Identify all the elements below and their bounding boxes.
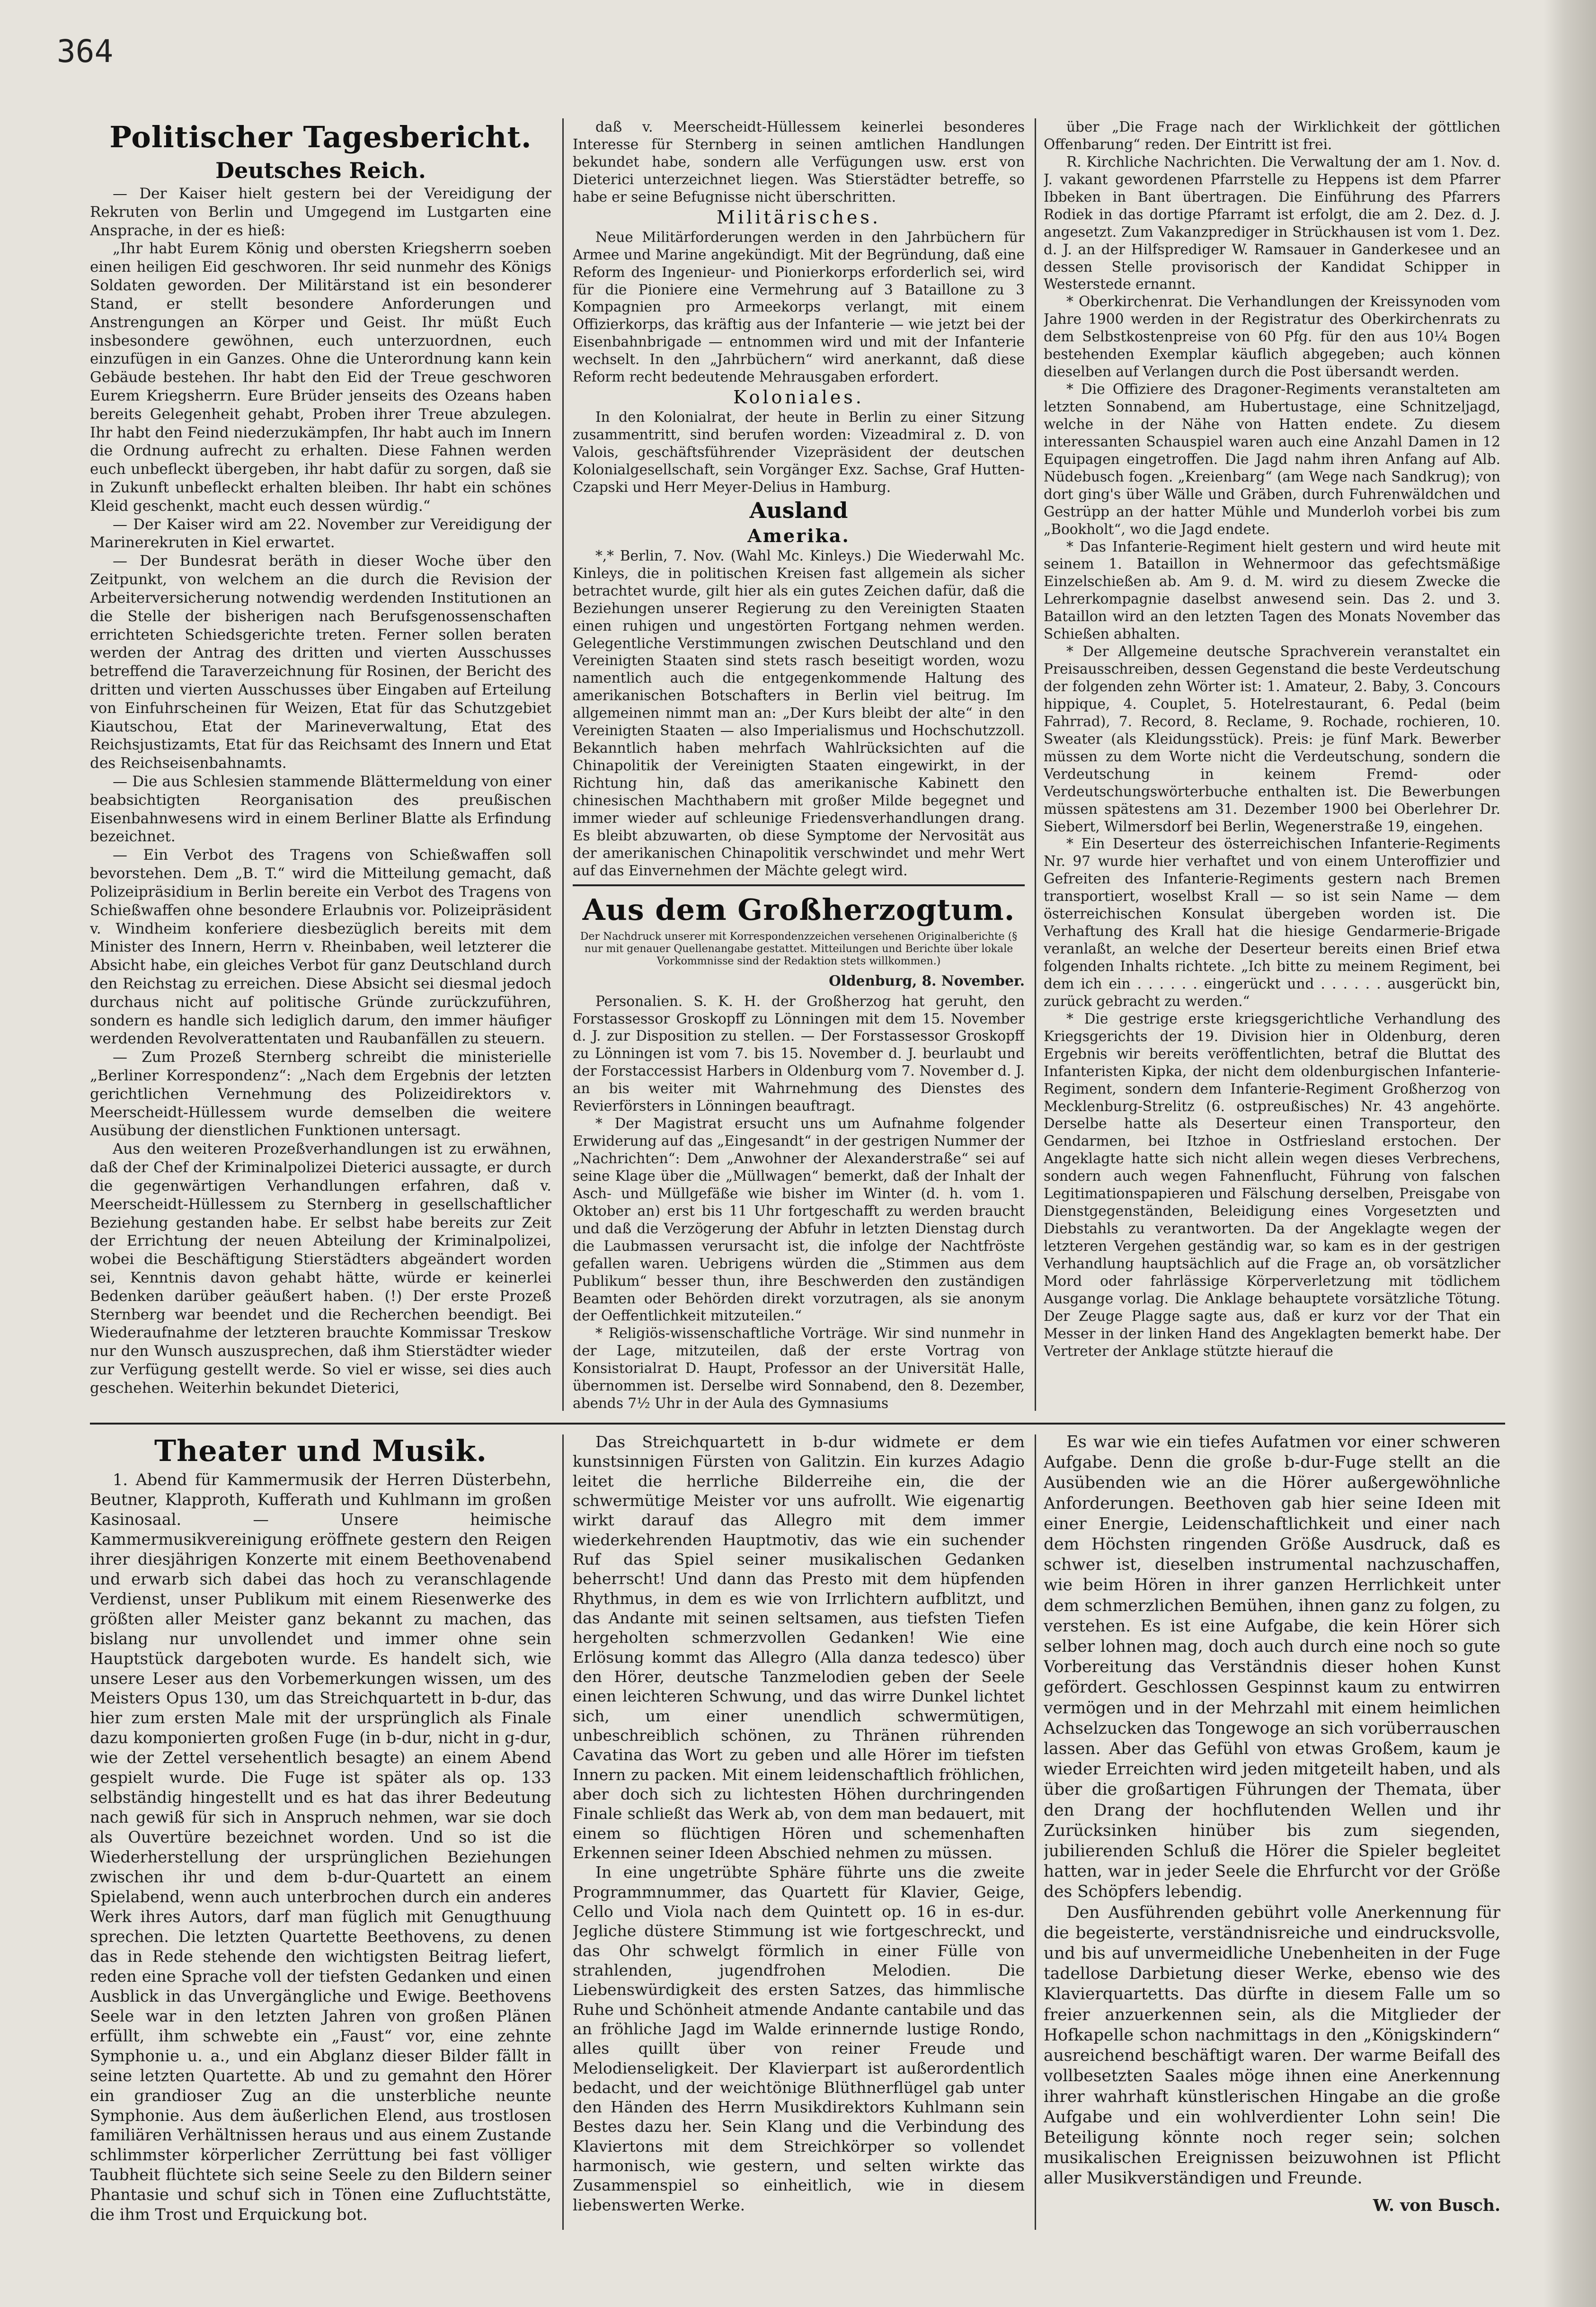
article-paragraph: Neue Militärforderungen werden in den Jahrbüchern für Armee und Marine angekündigt. Mit der Begründung, daß eine Reform des Ingenieur- und Pionierkorps erforderlich sei, wird für die Pioniere eine Vermehrung auf 3 Bataillone zu 3 Kompagnien pro Armeekorps verlangt, mit einem Offizierkorps, das kräftig aus der Infanterie — wie jetzt bei der Eisenbahnbrigade — entnommen wird und mit der Infanterie wechselt. In den „Jahrbüchern“ wird anerkannt, daß diese Reform recht bedeutende Mehrausgaben erfordert. [573, 229, 1025, 385]
heading-grand-duchy: Aus dem Großherzogtum. [582, 892, 1015, 927]
article-paragraph: Personalien. S. K. H. der Großherzog hat geruht, den Forstassessor Groskopff zu Lönningen mit dem 15. November d. J. zur Disposition zu stellen. — Der Forstassessor Groskopff zu Lönningen ist vom 7. bis 15. November d. J. beurlaubt und der Forstaccessist Harbers in Oldenburg vom 7. November d. J. an bis weiter mit Wahrnehmung des Dienstes des Revierförsters in Lönningen beauftragt. [573, 993, 1025, 1114]
article-paragraph: daß v. Meerscheidt-Hüllessem keinerlei besonderes Interesse für Sternberg in seinen amtlichen Handlungen bekundet habe, sondern alle Verfügungen usw. erst von Dieterici unterzeichnet liegen. Was Stierstädter betreffe, so habe er seine Befugnisse nicht überschritten. [573, 119, 1025, 205]
article-paragraph: Den Ausführenden gebührt volle Anerkennung für die begeisterte, verständnisreiche und eindrucksvolle, und bis auf unvermeidliche Unebenheiten in der Fuge tadellose Darbietung dieser Werke, ebenso wie des Klavierquartetts. Das dürfte in diesem Falle um so freier anzuerkennen sein, als die Mitglieder der Hofkapelle schon nachmittags in den „Königskindern“ ausreichend beschäftigt waren. Der warme Beifall des vollbesetzten Saales möge ihnen eine Anerkennung ihrer wahrhaft künstlerischen Hingabe an die große Aufgabe und ein wohlverdienter Lohn sein! Die Beteiligung könnte noch reger sein; solchen musikalischen Ereignissen beizuwohnen ist Pflicht aller Musikverständigen und Freunde. [1044, 1903, 1500, 2188]
subheading-german-reich: Deutsches Reich. [215, 158, 426, 183]
column-rule-2 [1035, 118, 1036, 1411]
article-paragraph: R. Kirchliche Nachrichten. Die Verwaltung der am 1. Nov. d. J. vakant gewordenen Pfarrstelle zu Heppens ist dem Pfarrer Ibbeken in Bant übertragen. Die Einführung des Pfarrers Rodiek in das dortige Pfarramt ist erfolgt, die am 2. Dez. d. J. angesetzt. Zum Vakanzprediger in Strückhausen ist vom 1. Dez. d. J. an der Hilfsprediger W. Ramsauer in Ganderkesee und an dessen Stelle provisorisch der Kandidat Schipper in Westerstede ernannt. [1044, 153, 1500, 293]
article-paragraph: „Ihr habt Eurem König und obersten Kriegsherrn soeben einen heiligen Eid geschworen. Ihr seid nunmehr des Königs Soldaten geworden. Der Militärstand ist ein besonderer Stand, er stellt besondere Anforderungen und Anstrengungen an Körper und Geist. Ihr müßt Euch insbesondere gewöhnen, euch unterzuordnen, euch einzufügen in ein Ganzes. Ohne die Unterordnung kann kein Gebäude bestehen. Ihr habt den Eid der Treue geschworen Eurem Kriegsherrn. Eure Brüder jenseits des Ozeans haben bereits Gelegenheit gehabt, Proben ihrer Treue abzulegen. Ihr habt den Feind niederzukämpfen, Ihr habt auch im Innern die Ordnung aufrecht zu erhalten. Diese Fahnen werden euch unbefleckt übergeben, ihr habt dafür zu sorgen, daß sie in Zukunft unbefleckt erhalten bleiben. Ihr habt ein schönes Kleid geschenkt, macht euch dessen würdig.“ [90, 240, 551, 515]
article-paragraph: Es war wie ein tiefes Aufatmen vor einer schweren Aufgabe. Denn die große b-dur-Fuge stellt an die Ausübenden wie an die Hörer außergewöhnliche Anforderungen. Beethoven gab hier seine Ideen mit einer Energie, Leidenschaftlichkeit und einer nach dem Höchsten ringenden Größe Ausdruck, daß es schwer ist, dieselben instrumental nachzuschaffen, wie beim Hören in ihrer ganzen Herrlichkeit unter dem schmerzlichen Bemühen, ihnen ganz zu folgen, zu verstehen. Es ist eine Aufgabe, die kein Hörer sich selber lohnen mag, doch auch durch eine noch so gute Vorbereitung das Verständnis dieser hohen Kunst gefördert. Geschlossen Gespinnst kaum zu entwirren vermögen und in der Mehrzahl mit einem heimlichen Achselzucken das Tongewoge an sich vorüberrauschen lassen. Aber das Gefühl von etwas Großem, kaum je wieder Erreichten wird jeden mitgeteilt haben, und als über die großartigen Führungen der Themata, über den Drang der hochflutenden Wellen und ihr Zurücksinken hinüber bis zum siegenden, jubilierenden Schluß die Hörer die Spieler begleitet hatten, war in jeder Seele die Ehrfurcht vor der Größe des Schöpfers lebendig. [1044, 1433, 1500, 1902]
section-colonial: Koloniales. [733, 387, 864, 408]
article-paragraph: * Der Magistrat ersucht uns um Aufnahme folgender Erwiderung auf das „Eingesandt“ in der gestrigen Nummer der „Nachrichten“: Dem „Anwohner der Alexanderstraße“ sei auf seine Klage über die „Müllwagen“ bemerkt, daß der Inhalt der Asch- und Müllgefäße wie bisher im Winter (d. h. vom 1. Oktober an) erst bis 11 Uhr fortgeschafft zu werden braucht und daß die Verzögerung der Abfuhr in letzten Dienstag durch die Laubmassen verursacht ist, die infolge der Nachtfröste gefallen waren. Uebrigens würden die „Stimmen aus dem Publikum“ besser thun, ihre Beschwerden den zuständigen Beamten oder Behörden direkt vorzutragen, als sie anonym der Oeffentlichkeit mitzuteilen.“ [573, 1115, 1025, 1324]
article-paragraph: Aus den weiteren Prozeßverhandlungen ist zu erwähnen, daß der Chef der Kriminalpolizei Dieterici aussagte, er durch die gegenwärtigen Verhandlungen erfahren, daß v. Meerscheidt-Hüllessem zu Sternberg in gesellschaftlicher Beziehung gestanden habe. Er selbst habe bereits zur Zeit der Errichtung der neuen Abteilung der Kriminalpolizei, wobei die Beschäftigung Stierstädters abgeändert worden sei, Kenntnis davon gehabt hätte, würde er keinerlei Bedenken darüber geäußert haben. (!) Der erste Prozeß Sternberg war beendet und die Recherchen beendigt. Bei Wiederaufnahme der letzteren brauchte Kommissar Treskow nur den Wunsch auszusprechen, daß ihm Stierstädter wieder zur Verfügung gestellt werde. So viel er wisse, sei dies auch geschehen. Weiterhin bekundet Dieterici, [90, 1140, 551, 1397]
article-paragraph: über „Die Frage nach der Wirklichkeit der göttlichen Offenbarung“ reden. Der Eintritt ist frei. [1044, 119, 1500, 152]
article-paragraph: In den Kolonialrat, der heute in Berlin zu einer Sitzung zusammentritt, sind berufen worden: Vizeadmiral z. D. von Valois, geschäftsführender Vizepräsident der deutschen Kolonialgesellschaft, sein Vorgänger Exz. Sachse, Graf Hutten-Czapski und Herr Meyer-Delius in Hamburg. [573, 409, 1025, 495]
article-paragraph: In eine ungetrübte Sphäre führte uns die zweite Programmnummer, das Quartett für Klavier, Geige, Cello und Viola nach dem Quintett op. 16 in es-dur. Jegliche düstere Stimmung ist wie fortgeschreckt, und das Ohr schwelgt förmlich in einer Fülle von strahlenden, jugendfrohen Melodien. Die Liebenswürdigkeit des ersten Satzes, das himmlische Ruhe und Schönheit atmende Andante cantabile und das an fröhliche Jagd im Walde erinnernde lustige Rondo, alles quillt über von reiner Freude und Melodienseligkeit. Der Klavierpart ist außerordentlich bedacht, und der weichtönige Blüthnerflügel gab unter den Händen des Herrn Musikdirektors Kuhlmann sein Bestes dazu her. Sein Klang und die Verbindung des Klaviertons mit dem Streichkörper so vollendet harmonisch, wie gestern, und selten wirkte das Zusammenspiel so einheitlich, wie in diesem liebenswerten Werke. [573, 1863, 1025, 2214]
column-3 [1044, 118, 1500, 1413]
article-paragraph: * Der Allgemeine deutsche Sprachverein veranstaltet ein Preisausschreiben, dessen Gegenstand die beste Verdeutschung der folgenden zehn Wörter ist: 1. Amateur, 2. Baby, 3. Concours hippique, 4. Couplet, 5. Hotelrestaurant, 6. Pedal (beim Fahrrad), 7. Record, 8. Reclame, 9. Rochade, rochieren, 10. Sweater (als Kleidungsstück). Preis: je fünf Mark. Bewerber müssen zu dem Worte nicht die Verdeutschung, sondern die Verdeutschung in keinem Fremd- oder Verdeutschungswörterbuche enthalten ist. Die Bewerbungen müssen spätestens am 31. Dezember 1900 bei Oberlehrer Dr. Siebert, Wilmersdorf bei Berlin, Wegenerstraße 19, eingehen. [1044, 643, 1500, 835]
scan-edge [1544, 0, 1596, 2307]
article-paragraph: — Die aus Schlesien stammende Blättermeldung von einer beabsichtigten Reorganisation des preußischen Eisenbahnwesens wird in einem Berliner Blatte als Erfindung bezeichnet. [90, 773, 551, 846]
article-paragraph: * Die Offiziere des Dragoner-Regiments veranstalteten am letzten Sonnabend, am Hubertustage, eine Schnitzeljagd, welche in der Nähe von Hatten endete. Zu diesem interessanten Schauspiel waren auch eine Anzahl Damen in 12 Equipagen eingetroffen. Die Jagd nahm ihren Anfang auf Alb. Nüdebusch fogen. „Kreienbarg“ (am Wege nach Sandkrug); von dort ging's über Wälle und Gräben, durch Fuhrenwäldchen und Gestrüpp an der hatter Mühle und Munderloh vorbei bis zum „Bookholt“, wo die Jagd endete. [1044, 381, 1500, 537]
section-rule [90, 1423, 1505, 1425]
article-paragraph: * Oberkirchenrat. Die Verhandlungen der Kreissynoden vom Jahre 1900 werden in der Registratur des Oberkirchenrats zu dem Selbstkostenpreise von 60 Pfg. für den aus 10¼ Bogen bestehenden Exemplar käuflich abgegeben; auch können dieselben auf Verlangen durch die Post übersandt werden. [1044, 294, 1500, 380]
article-paragraph: * Ein Deserteur des österreichischen Infanterie-Regiments Nr. 97 wurde hier verhaftet und von einem Unteroffizier und Gefreiten des Infanterie-Regiments gestern nach Bremen transportiert, woselbst Krall — so ist sein Name — dem österreichischen Konsulat übergeben worden ist. Die Verhaftung des Krall hat die hiesige Gendarmerie-Brigade veranlaßt, an welche der Deserteur bereits einen Brief etwa folgenden Inhalts richtete. „Ich bitte zu meinem Regiment, bei dem ich ein . . . . . . eingerückt und . . . . . . ausgerückt bin, zurück gebracht zu werden.“ [1044, 836, 1500, 1009]
author-signature: W. von Busch. [1373, 2196, 1500, 2215]
column-rule-1 [562, 118, 564, 1411]
article-paragraph: — Der Kaiser wird am 22. November zur Vereidigung der Marinerekruten in Kiel erwartet. [90, 516, 551, 552]
divider [573, 884, 1025, 886]
article-paragraph: * Das Infanterie-Regiment hielt gestern und wird heute mit seinem 1. Bataillon in Wehnermoor das gefechtsmäßige Einzelschießen ab. Am 9. d. M. wird zu diesem Zwecke die Lehrerkompagnie daselbst anwesend sein. Das 2. und 3. Bataillon wird an den letzten Tagen des Monats November das Schießen abhalten. [1044, 538, 1500, 642]
theater-column-3 [1044, 1432, 1500, 2232]
reprint-notice: Der Nachdruck unserer mit Korrespondenzzeichen versehenen Originalberichte (§ nur mit genauer Quellenangabe gestattet. Mitteilungen und Berichte über lokale Vorkommnisse sind der Redaktion stets willkommen.) [580, 930, 1018, 967]
section-america: Amerika. [747, 525, 850, 546]
section-military: Militärisches. [717, 206, 881, 228]
article-paragraph: * Religiös-wissenschaftliche Vorträge. Wir sind nunmehr in der Lage, mitzuteilen, daß der erste Vortrag von Konsistorialrat D. Haupt, Professor an der Universität Halle, übernommen ist. Derselbe wird Sonnabend, den 8. Dezember, abends 7½ Uhr in der Aula des Gymnasiums [573, 1325, 1025, 1412]
article-paragraph: — Der Kaiser hielt gestern bei der Vereidigung der Rekruten von Berlin und Umgegend im Lustgarten eine Ansprache, in der es hieß: [90, 185, 551, 239]
article-paragraph: — Ein Verbot des Tragens von Schießwaffen soll bevorstehen. Dem „B. T.“ wird die Mitteilung gemacht, daß Polizeipräsidium in Berlin bereite ein Verbot des Tragens von Schießwaffen ohne besondere Erlaubnis vor. Polizeipräsident v. Windheim konferiere diesbezüglich bereits mit dem Minister des Innern, Herrn v. Rheinbaben, weil letzterer die Absicht habe, ein gleiches Verbot für ganz Deutschland durch den Reichstag zu erreichen. Diese Absicht sei diesmal jedoch durchaus nicht auf politische Gründe zurückzuführen, sondern es handle sich lediglich darum, den immer häufiger werdenden Revolverattentaten und Raubanfällen zu steuern. [90, 846, 551, 1048]
article-paragraph: * Die gestrige erste kriegsgerichtliche Verhandlung des Kriegsgerichts der 19. Division hier in Oldenburg, deren Ergebnis wir bereits veröffentlichten, betraf die Bluttat des Infanteristen Kipka, der nicht dem oldenburgischen Infanterie-Regiment, sondern dem Infanterie-Regiment Großherzog von Mecklenburg-Strelitz (6. ostpreußisches) Nr. 43 angehörte. Derselbe hatte als Deserteur einen Transporteur, den Gendarmen, bei Itzhoe in Ostfriesland erstochen. Der Angeklagte hatte sich nicht allein wegen dieses Verbrechens, sondern auch wegen Fahnenflucht, Führung von falschen Legitimationspapieren und Fälschung derselben, Preisgabe von Dienstgegenständen, Beleidigung eines Vorgesetzten und Diebstahls zu verantworten. Da der Angeklagte wegen der letzteren Vergehen geständig war, so kam es in der gestrigen Verhandlung hauptsächlich auf die Frage an, ob vorsätzlicher Mord oder fahrlässige Körperverletzung mit tödlichem Ausgange vorlag. Die Anklage behauptete vorsätzliche Tötung. Der Zeuge Plagge sagte aus, daß er kurz vor der That ein Messer in der linken Hand des Angeklagten bemerkt habe. Der Vertreter der Anklage stützte hierauf die [1044, 1010, 1500, 1359]
article-paragraph: — Zum Prozeß Sternberg schreibt die ministerielle „Berliner Korrespondenz“: „Nach dem Ergebnis der letzten gerichtlichen Vernehmung des Polizeidirektors v. Meerscheidt-Hüllessem wurde demselben die weitere Ausübung der dienstlichen Funktionen untersagt. [90, 1049, 551, 1140]
dateline: Oldenburg, 8. November. [829, 972, 1025, 989]
article-paragraph: Das Streichquartett in b-dur widmete er dem kunstsinnigen Fürsten von Galitzin. Ein kurzes Adagio leitet die herrliche Bilderreihe ein, die der schwermütige Meister vor uns aufrollt. Wie eigenartig wirkt darauf das Allegro mit dem immer wiederkehrenden Hauptmotiv, das wie ein suchender Ruf das Spiel seiner musikalischen Gedanken beherrscht! Und dann das Presto mit dem hüpfenden Rhythmus, in dem es wie von Irrlichtern aufblitzt, und das Andante mit seinen seltsamen, aus tiefsten Tiefen hergeholten schmerzvollen Gedanken! Wie eine Erlösung kommt das Allegro (Alla danza tedesco) über den Hörer, deutsche Tanzmelodien geben der Seele einen leichteren Schwung, und das wirre Dunkel lichtet sich, um einer unendlich schwermütigen, unbeschreiblich schönen, zu Thränen rührenden Cavatina das Wort zu geben und alle Hörer im tiefsten Innern zu packen. Mit einem leidenschaftlich fröhlichen, aber doch sich zu lichtesten Höhen durchringenden Finale schließt das Werk ab, von dem man bedauert, mit einem so flüchtigen Hören und schemenhaften Erkennen seiner Ideen Abschied nehmen zu müssen. [573, 1433, 1025, 1862]
column-1 [90, 118, 551, 1413]
theater-column-1 [90, 1432, 551, 2232]
article-paragraph: — Der Bundesrat beräth in dieser Woche über den Zeitpunkt, von welchem an die durch die Revision der Arbeiterversicherung notwendig werdenden Institutionen an die Stelle der bisherigen nach Berufsgenossenschaften errichteten Schiedsgerichte treten. Ferner sollen beraten werden der Antrag des dritten und vierten Ausschusses betreffend die Taraverzeichnung für Rosinen, der Bericht des dritten und vierten Ausschusses über Eingaben auf Erteilung von Einfuhrscheinen für Weizen, Etat für das Schutzgebiet Kiautschou, Etat der Marineverwaltung, Etat des Reichsjustizamts, Etat für das Reichsamt des Innern und Etat des Reichseisenbahnamts. [90, 552, 551, 772]
heading-theater-music: Theater und Musik. [154, 1434, 487, 1468]
heading-political-report: Politischer Tagesbericht. [109, 120, 532, 154]
page-number: 364 [57, 33, 114, 70]
column-2 [573, 118, 1025, 1413]
theater-column-2 [573, 1432, 1025, 2232]
article-paragraph: *,* Berlin, 7. Nov. (Wahl Mc. Kinleys.) Die Wiederwahl Mc. Kinleys, die in politischen Kreisen fast allgemein als sicher betrachtet wurde, gilt hier als ein gutes Zeichen dafür, daß die Beziehungen unserer Regierung zu den Vereinigten Staaten einen ruhigen und ungestörten Fortgang nehmen werden. Gelegentliche Verstimmungen zwischen Deutschland und den Vereinigten Staaten sind stets rasch beseitigt worden, wozu namentlich auch die entgegenkommende Haltung des amerikanischen Botschafters in Berlin viel beitrug. Im allgemeinen nimmt man an: „Der Kurs bleibt der alte“ in den Vereinigten Staaten — also Imperialismus und Hochschutzzoll. Bekanntlich haben mehrfach Wahlrücksichten auf die Chinapolitik der Vereinigten Staaten eingewirkt, in der Richtung hin, daß das amerikanische Kabinett den chinesischen Machthabern mit großer Milde begegnet und immer wieder auf schleunige Friedensverhandlungen drang. Es bleibt abzuwarten, ob diese Symptome der Nervosität aus der amerikanischen Chinapolitik verschwindet und mehr Wert auf das Einvernehmen der Mächte gelegt wird. [573, 547, 1025, 879]
column-rule-3 [562, 1434, 564, 2230]
section-abroad: Ausland [749, 497, 848, 523]
column-rule-4 [1035, 1434, 1036, 2230]
article-paragraph: 1. Abend für Kammermusik der Herren Düsterbehn, Beutner, Klapproth, Kufferath und Kuhlmann im großen Kasinosaal. — Unsere heimische Kammermusikvereinigung eröffnete gestern den Reigen ihrer diesjährigen Konzerte mit einem Beethovenabend und erwarb sich dabei das hoch zu veranschlagende Verdienst, unser Publikum mit einem Riesenwerke des größten aller Meister ganz bekannt zu machen, das bislang nur unvollendet und immer ohne sein Hauptstück dargeboten wurde. Es handelt sich, wie unsere Leser aus den Vorbemerkungen wissen, um des Meisters Opus 130, um das Streichquartett in b-dur, das hier zum ersten Male mit der ursprünglich als Finale dazu komponierten großen Fuge (in b-dur, nicht in g-dur, wie der Zettel versehentlich besagte) an einem Abend gespielt wurde. Die Fuge ist später als op. 133 selbständig hingestellt und es hat das ihrer Bedeutung nach gewiß für sich in Anspruch nehmen, war sie doch als Ouvertüre bezeichnet worden. Und so ist die Wiederherstellung der ursprünglichen Beziehungen zwischen ihr und dem b-dur-Quartett an einem Spielabend, wenn auch unterbrochen durch ein anderes Werk ihres Autors, darf man füglich mit Genugthuung sprechen. Die letzten Quartette Beethovens, zu denen das in Rede stehende den wichtigsten Beitrag liefert, reden eine Sprache voll der tiefsten Gedanken und einen Ausblick in das Unvergängliche und Ewige. Beethovens Seele war in den letzten Jahren von großen Plänen erfüllt, ihm schwebte ein „Faust“ vor, eine zehnte Symphonie u. a., und ein Abglanz dieser Bilder fällt in seine letzten Quartette. Ab und zu gemahnt den Hörer ein grandioser Zug an die unsterbliche neunte Symphonie. Aus dem äußerlichen Elend, aus trostlosen familiären Verhältnissen heraus und aus einem Zustande schlimmster körperlicher Zerrüttung bei fast völliger Taubheit flüchtete sich seine Seele zu den Bildern seiner Phantasie und schuf sich in Tönen eine Zufluchtstätte, die ihm Trost und Erquickung bot. [90, 1470, 551, 2224]
